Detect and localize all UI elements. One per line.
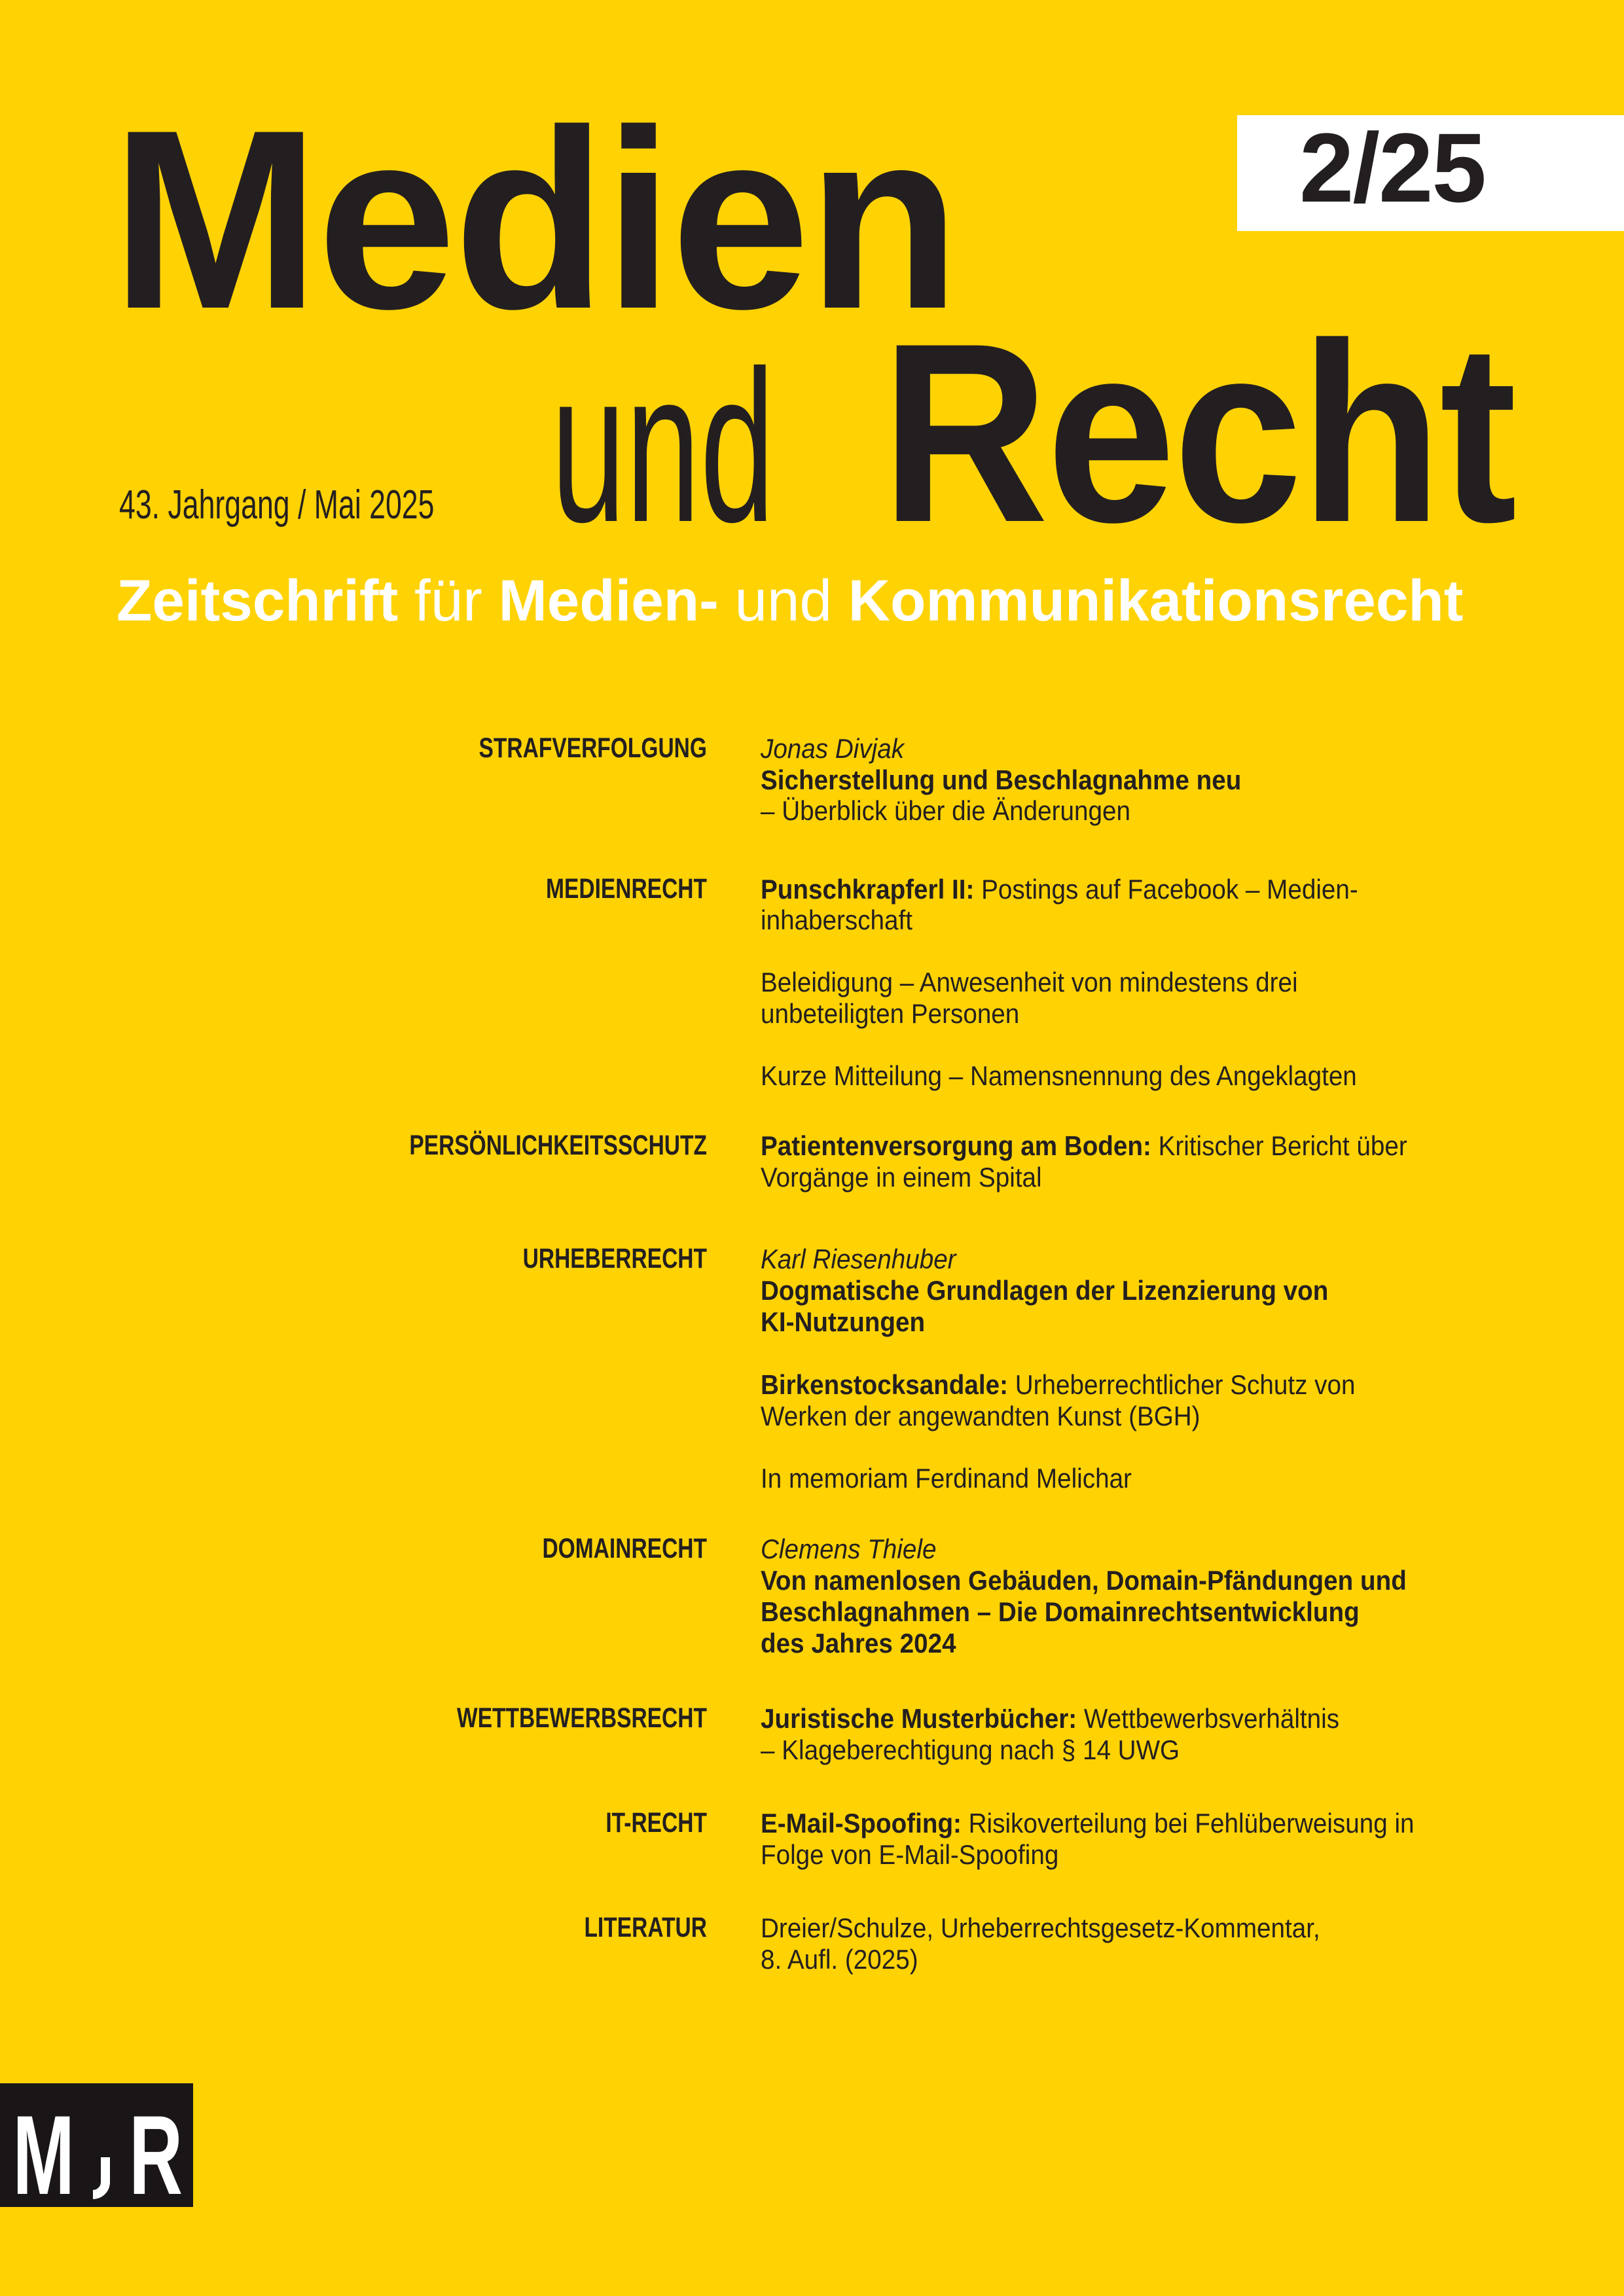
toc-entry-segment: Werken der angewandten Kunst (BGH) <box>761 1401 1200 1431</box>
toc-entry-line <box>761 1371 1355 1399</box>
toc-entry-segment: Dreier/Schulze, Urheberrechtsgesetz-Kommentar, <box>761 1912 1320 1943</box>
toc-entry-line <box>761 1705 1339 1732</box>
subtitle-segment: für <box>398 567 499 633</box>
toc-entry-line <box>761 1810 1415 1837</box>
toc-entry-line <box>761 1946 918 1973</box>
toc-entry-line <box>761 1062 1357 1090</box>
toc-entry-line <box>761 797 1130 825</box>
subtitle-segment: und <box>718 567 848 633</box>
toc-entry-segment: Risikoverteilung bei Fehlüberweisung in <box>961 1808 1415 1839</box>
volume-date-line: 43. Jahrgang / Mai 2025 <box>119 482 435 528</box>
toc-entry-line <box>761 1308 925 1336</box>
toc-entry-line <box>761 1000 1019 1028</box>
toc-section-label: PERSÖNLICHKEITSSCHUTZ <box>409 1130 707 1161</box>
toc-entry-line <box>761 1567 1407 1594</box>
logo-letter-u-hook <box>93 2157 110 2199</box>
toc-entry-line <box>761 1914 1320 1942</box>
toc-entry-segment: Wettbewerbsverhältnis <box>1077 1703 1340 1734</box>
toc-entry-segment: – Überblick über die Änderungen <box>761 795 1130 826</box>
toc-entry-segment: Urheberrechtlicher Schutz von <box>1007 1369 1356 1400</box>
toc-author: Clemens Thiele <box>761 1534 937 1564</box>
toc-entry-segment: Kurze Mitteilung – Namensnennung des Angeklagten <box>761 1060 1357 1091</box>
toc-entry-segment: Punschkrapferl II: <box>761 874 975 905</box>
toc-entry-line <box>761 1132 1407 1160</box>
toc-entry-segment: 8. Aufl. (2025) <box>761 1944 918 1975</box>
logo-letter-m: M <box>12 2092 75 2218</box>
masthead-title-medien: Medien <box>111 77 958 362</box>
subtitle-segment: Zeitschrift <box>117 567 399 633</box>
subtitle-segment: Medien- <box>498 567 719 633</box>
issue-badge <box>1237 115 1624 231</box>
toc-section-label: STRAFVERFOLGUNG <box>478 732 707 764</box>
masthead-title-und: und <box>551 325 775 567</box>
toc-section-label: IT-RECHT <box>605 1807 707 1839</box>
toc-entry-segment: Vorgänge in einem Spital <box>761 1162 1042 1193</box>
toc-entry-segment: Postings auf Facebook – Medien- <box>974 874 1358 905</box>
toc-entry-segment: Kritischer Bericht über <box>1151 1130 1407 1161</box>
subtitle <box>117 567 1464 633</box>
toc-entry-segment: – Klageberechtigung nach § 14 UWG <box>761 1734 1180 1765</box>
toc-entry-segment: inhaberschaft <box>761 905 912 935</box>
toc-author: Karl Riesenhuber <box>761 1244 956 1274</box>
toc-section-label: WETTBEWERBSRECHT <box>457 1702 707 1734</box>
toc-section-label: MEDIENRECHT <box>546 873 707 905</box>
toc-entry-line <box>761 969 1298 996</box>
toc-section-label: LITERATUR <box>584 1912 707 1943</box>
toc-entry-line <box>761 906 912 934</box>
toc-entry-line <box>761 1403 1200 1430</box>
mur-logo <box>0 2083 193 2218</box>
toc-entry-segment: Birkenstocksandale: <box>761 1369 1008 1400</box>
toc-entry-segment: Sicherstellung und Beschlagnahme neu <box>761 764 1242 795</box>
toc-entry-line <box>761 1598 1360 1626</box>
toc-entry-segment: Beschlagnahmen – Die Domainrechtsentwicklung <box>761 1596 1360 1627</box>
toc-entry-line <box>761 1277 1328 1304</box>
toc-entry-segment: E-Mail-Spoofing: <box>761 1808 962 1839</box>
masthead-title-recht: Recht <box>881 290 1515 575</box>
subtitle-segment: Kommunikationsrecht <box>848 567 1464 633</box>
toc-author: Jonas Divjak <box>761 733 905 764</box>
toc-entry-segment: Von namenlosen Gebäuden, Domain-Pfändungen und <box>761 1565 1407 1596</box>
toc-entry-line <box>761 1630 956 1657</box>
toc-entry-line <box>761 1164 1042 1191</box>
toc-entry-line <box>761 766 1241 794</box>
toc-entry-line <box>761 1841 1058 1869</box>
logo-letter-r: R <box>129 2092 183 2218</box>
issue-number: 2/25 <box>1299 113 1485 223</box>
toc-entry-segment: Beleidigung – Anwesenheit von mindestens drei <box>761 967 1298 997</box>
toc-entry-segment: unbeteiligten Personen <box>761 998 1020 1029</box>
toc-entry-segment: KI-Nutzungen <box>761 1306 926 1337</box>
toc-entry-line <box>761 1736 1180 1764</box>
toc-entry-segment: Folge von E-Mail-Spoofing <box>761 1839 1059 1870</box>
toc-entry-line <box>761 876 1358 903</box>
toc-entry-line <box>761 1465 1132 1492</box>
toc-entry-segment: des Jahres 2024 <box>761 1628 956 1659</box>
toc-section-label: URHEBERRECHT <box>522 1243 707 1274</box>
toc-entry-segment: In memoriam Ferdinand Melichar <box>761 1463 1132 1494</box>
toc-entry-segment: Dogmatische Grundlagen der Lizenzierung von <box>761 1275 1329 1306</box>
toc-entry-segment: Juristische Musterbücher: <box>761 1703 1077 1734</box>
toc-entry-segment: Patientenversorgung am Boden: <box>761 1130 1151 1161</box>
toc-section-label: DOMAINRECHT <box>542 1533 707 1564</box>
